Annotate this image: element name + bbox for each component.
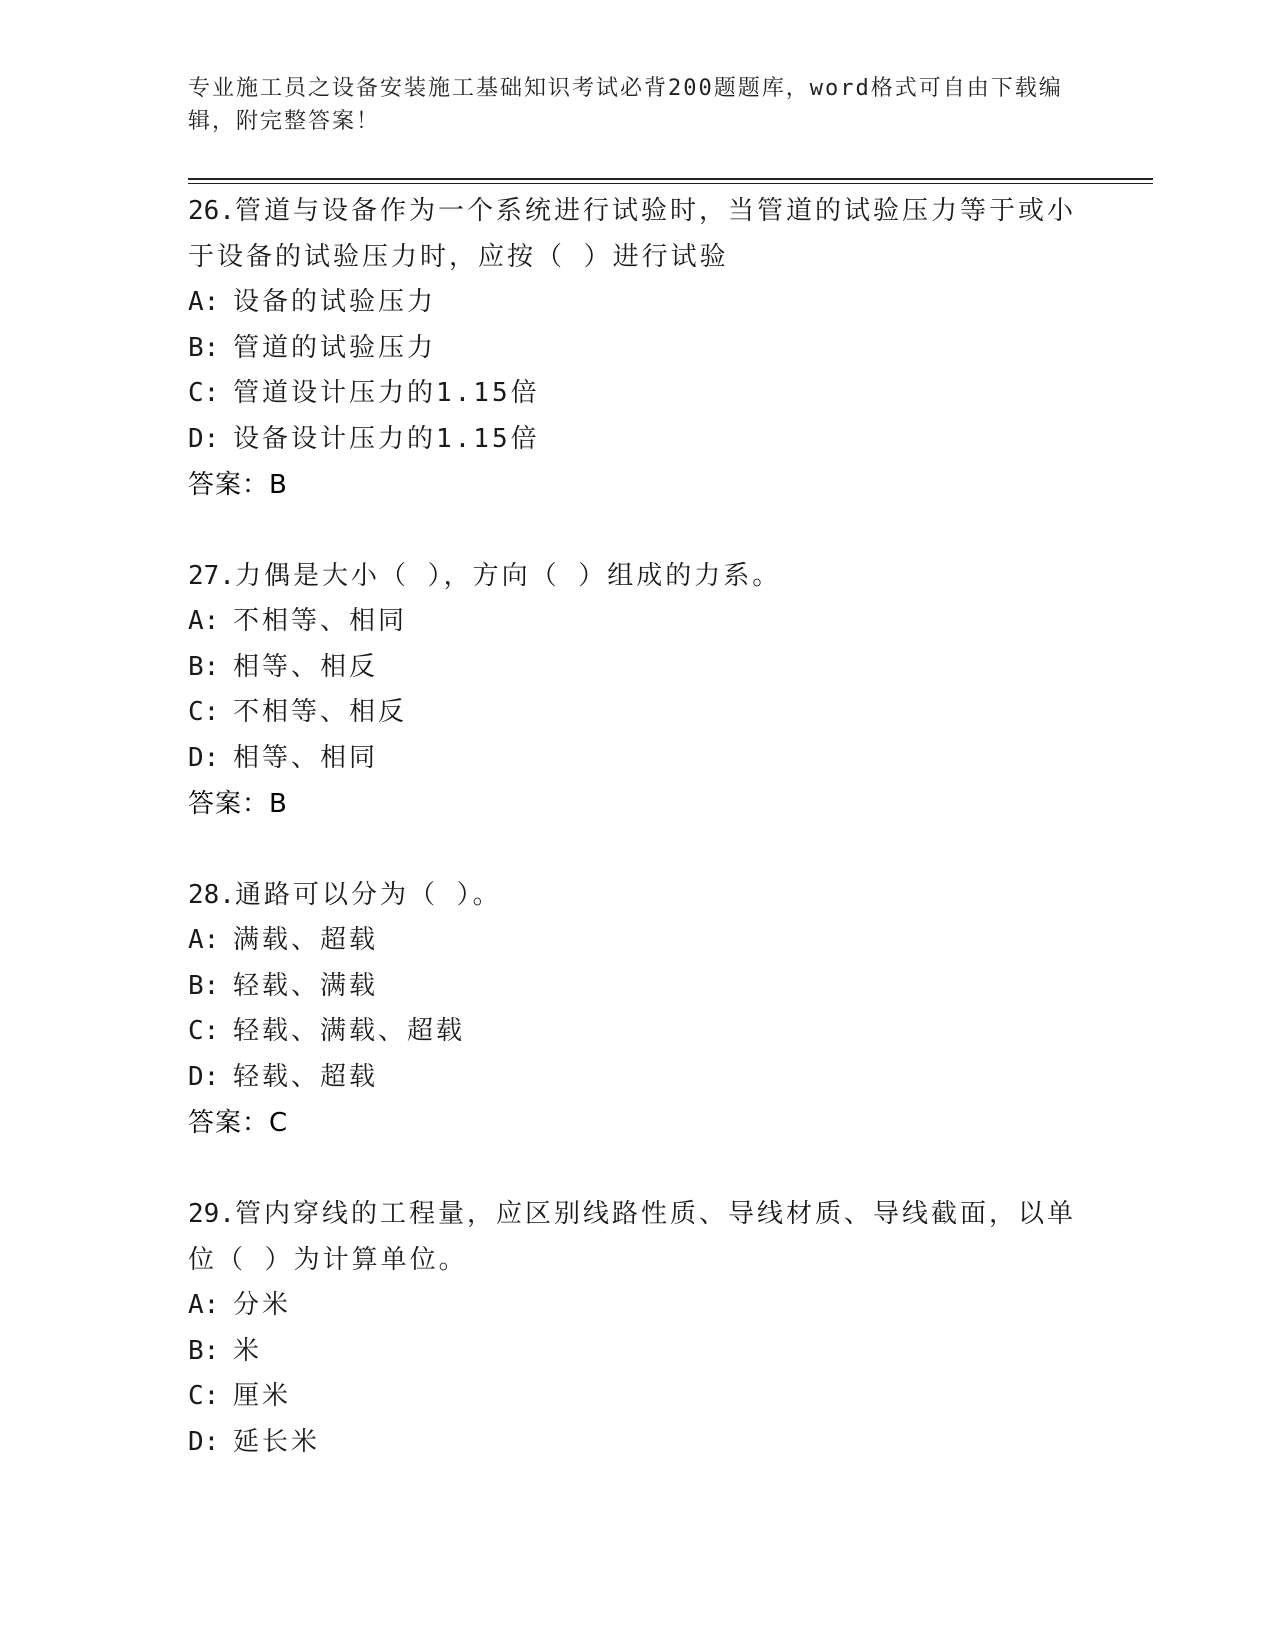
answer-line: 答案：C <box>188 1108 289 1138</box>
option-text: 延长米 <box>233 1426 321 1457</box>
option-key: D: <box>188 1426 220 1457</box>
option-text: 设备设计压力的1.15倍 <box>233 423 540 454</box>
option-d <box>188 417 1088 463</box>
option-key: A: <box>188 925 220 955</box>
option-text: 轻载、超载 <box>233 1061 379 1092</box>
question-number: 29. <box>188 1199 235 1229</box>
question-text: 管道与设备作为一个系统进行试验时，当管道的试验压力等于或小于设备的试验压力时，应按（ ）进行试验 <box>188 196 1076 272</box>
option-key: A: <box>188 606 220 636</box>
option-key: C: <box>188 1016 220 1046</box>
option-text: 米 <box>233 1335 263 1366</box>
question-stem <box>188 553 1088 599</box>
question-spacer <box>188 827 1088 872</box>
question-text: 力偶是大小（ ），方向（ ）组成的力系。 <box>234 561 782 591</box>
question-number: 28. <box>188 880 235 910</box>
option-text: 不相等、相反 <box>233 697 408 727</box>
question-spacer <box>188 1146 1088 1191</box>
option-key: D: <box>188 1061 220 1092</box>
option-b <box>188 1329 1088 1375</box>
question-text: 通路可以分为（ ）。 <box>234 880 502 910</box>
option-key: C: <box>188 1381 220 1411</box>
option-c <box>188 690 1088 736</box>
option-key: B: <box>188 651 220 682</box>
option-b <box>188 645 1088 691</box>
option-key: B: <box>188 970 220 1001</box>
question-28 <box>188 872 1088 1146</box>
option-key: D: <box>188 742 220 773</box>
question-26 <box>188 188 1088 508</box>
option-key: C: <box>188 378 220 408</box>
question-stem <box>188 872 1088 918</box>
option-text: 不相等、相同 <box>233 606 408 636</box>
option-c <box>188 1009 1088 1055</box>
option-text: 管道设计压力的1.15倍 <box>233 378 540 408</box>
question-list <box>188 188 1088 1465</box>
option-a <box>188 1283 1088 1329</box>
option-text: 设备的试验压力 <box>233 287 437 317</box>
option-text: 轻载、满载、超载 <box>233 1016 466 1046</box>
question-text: 管内穿线的工程量，应区别线路性质、导线材质、导线截面，以单位（ ）为计算单位。 <box>188 1199 1076 1275</box>
option-key: A: <box>188 1290 220 1320</box>
header-divider-thin <box>188 183 1153 184</box>
option-key: C: <box>188 697 220 727</box>
header-divider-thick <box>188 178 1153 180</box>
option-a <box>188 599 1088 645</box>
option-c <box>188 371 1088 417</box>
option-a <box>188 918 1088 964</box>
question-29 <box>188 1191 1088 1465</box>
option-text: 相等、相反 <box>233 651 379 682</box>
question-number: 26. <box>188 196 235 226</box>
option-a <box>188 280 1088 326</box>
option-b <box>188 964 1088 1010</box>
document-header-title: 专业施工员之设备安装施工基础知识考试必背200题题库，word格式可自由下载编辑，附完整答案！ <box>188 76 1063 134</box>
option-b <box>188 326 1088 372</box>
option-text: 满载、超载 <box>233 925 379 955</box>
option-text: 管道的试验压力 <box>233 332 437 363</box>
option-d <box>188 1055 1088 1101</box>
question-stem <box>188 1191 1088 1283</box>
option-text: 轻载、满载 <box>233 970 379 1001</box>
answer-line: 答案：B <box>188 470 288 500</box>
option-text: 厘米 <box>233 1381 292 1411</box>
option-key: A: <box>188 287 220 317</box>
question-number: 27. <box>188 561 235 591</box>
option-c <box>188 1374 1088 1420</box>
option-key: B: <box>188 1335 220 1366</box>
option-d <box>188 1420 1088 1466</box>
question-stem <box>188 188 1088 280</box>
question-spacer <box>188 508 1088 553</box>
option-text: 分米 <box>233 1290 292 1320</box>
option-d <box>188 736 1088 782</box>
option-text: 相等、相同 <box>233 742 379 773</box>
option-key: B: <box>188 332 220 363</box>
question-27 <box>188 553 1088 827</box>
option-key: D: <box>188 423 220 454</box>
answer-line: 答案：B <box>188 789 288 819</box>
